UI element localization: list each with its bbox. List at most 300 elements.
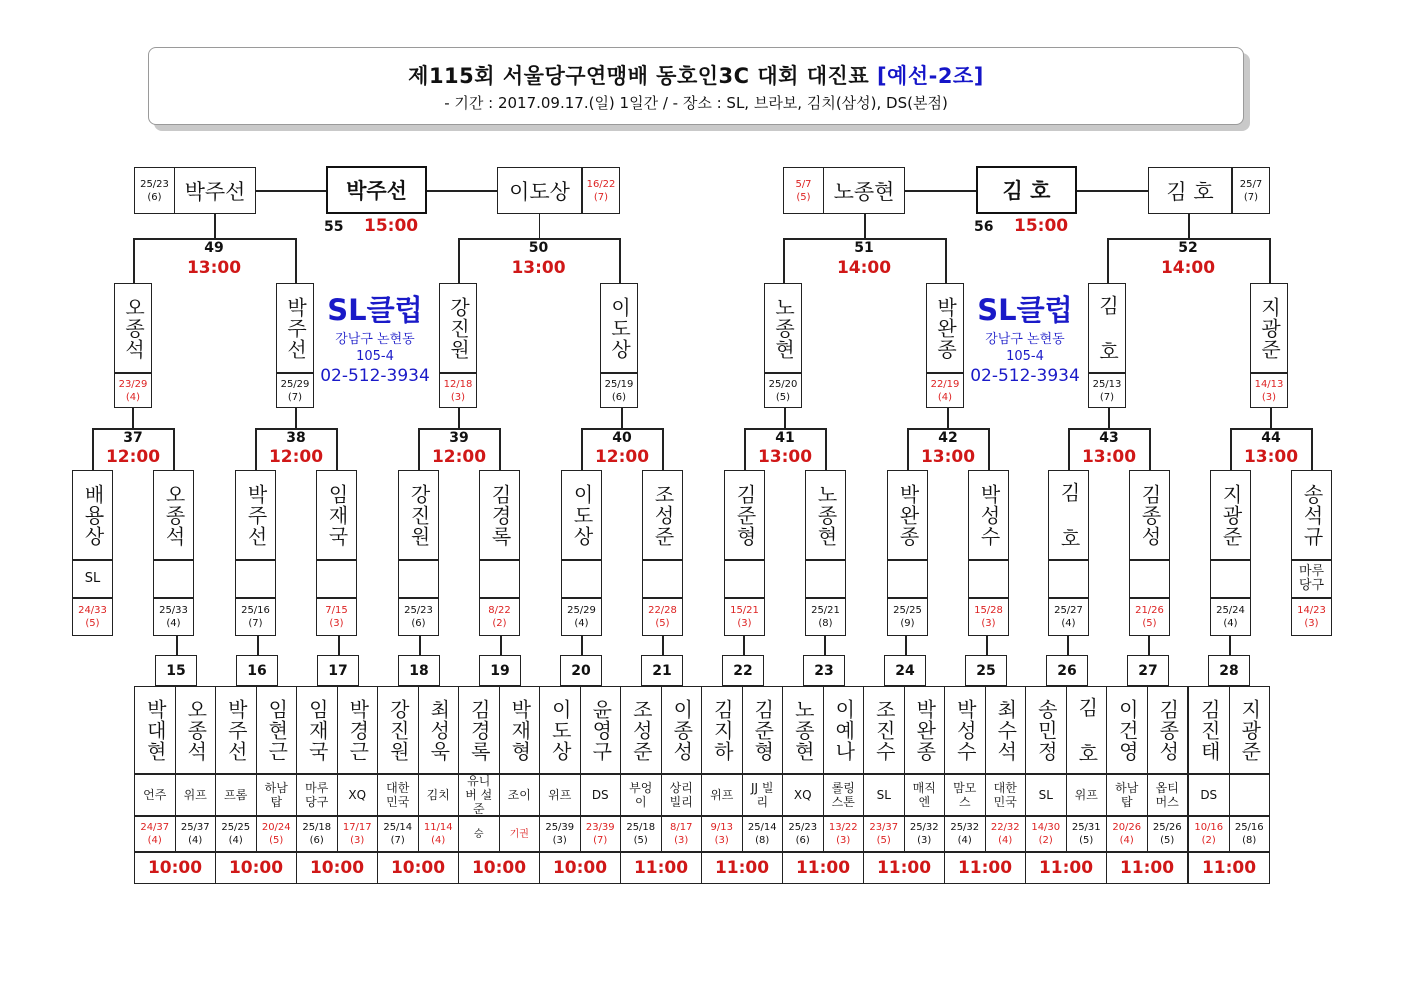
bracket-line (133, 238, 135, 283)
match-number: 38 (286, 430, 306, 446)
club-cell (701, 774, 743, 816)
club-cell (1291, 560, 1332, 598)
player-name: 김 호 (1057, 481, 1081, 549)
player-name: 조성준 (629, 698, 654, 762)
player-name-cell (1048, 470, 1089, 560)
player-name-cell (235, 470, 276, 560)
player-name-cell (1147, 686, 1189, 774)
innings-value: (3) (350, 835, 365, 846)
player-name-cell (724, 470, 765, 560)
player-name-cell (256, 686, 298, 774)
club-cell (968, 560, 1009, 598)
club-cell (944, 774, 986, 816)
score-value: 12/18 (443, 378, 473, 390)
score-cell (316, 598, 357, 636)
player-name: 김경록 (467, 698, 492, 762)
match-number-cell: 20 (560, 655, 602, 686)
player-name: 지광준 (1257, 296, 1282, 360)
match-time-cell: 10:00 (215, 852, 297, 884)
club-name: 매직 엔 (912, 781, 936, 809)
innings-value: (5) (1160, 835, 1175, 846)
player-name-cell (580, 686, 622, 774)
club-cell (1066, 774, 1108, 816)
score-cell (114, 373, 152, 408)
score-value: 25/23 (788, 822, 818, 833)
bracket-line (1188, 214, 1190, 238)
innings-value: (7) (593, 191, 609, 203)
player-name-cell (337, 686, 379, 774)
club-info (964, 293, 1086, 387)
club-name: 하남 탑 (1115, 781, 1139, 809)
club-name: SL클럽 (977, 293, 1073, 327)
bracket-line (1067, 636, 1069, 655)
club-cell (985, 774, 1027, 816)
player-name-cell (823, 686, 865, 774)
score-cell (661, 816, 703, 852)
innings-value: (6) (611, 391, 627, 403)
player-name: 김경록 (488, 483, 512, 547)
club-name: 하남 탑 (264, 781, 288, 809)
bracket-line (1269, 238, 1271, 283)
player-name-cell (1066, 686, 1108, 774)
match-number-cell: 19 (479, 655, 521, 686)
score-value: 15/28 (974, 605, 1003, 616)
player-name: 송민정 (1034, 698, 1059, 762)
score-cell (620, 816, 662, 852)
score-value: 24/37 (140, 822, 170, 833)
player-name: 김진태 (1197, 698, 1222, 762)
match-time-cell: 11:00 (701, 852, 783, 884)
score-value: 25/14 (383, 822, 413, 833)
score-value: 25/23 (140, 178, 169, 190)
club-cell (1188, 774, 1230, 816)
score-cell (863, 816, 905, 852)
score-value: 25/21 (811, 605, 840, 616)
club-cell (904, 774, 946, 816)
score-value: 25/37 (180, 822, 210, 833)
innings-value: (4) (998, 835, 1013, 846)
score-cell (926, 373, 964, 408)
player-name: 조진수 (872, 698, 897, 762)
club-cell (580, 774, 622, 816)
innings-value: (3) (552, 835, 567, 846)
club-name: 마루 당구 (305, 781, 329, 809)
player-name: 배용상 (81, 483, 105, 547)
club-name: 김치 (426, 788, 450, 802)
score-value: 14/30 (1031, 822, 1061, 833)
score-cell (377, 816, 419, 852)
score-cell (296, 816, 338, 852)
player-name-cell (968, 470, 1009, 560)
bracket-line (743, 636, 745, 655)
match-number: 50 (528, 240, 549, 256)
match-number: 37 (123, 430, 143, 446)
club-cell (215, 774, 257, 816)
score-value: 25/29 (280, 378, 310, 390)
player-name-cell (1106, 686, 1148, 774)
player-name-cell (1025, 686, 1067, 774)
match-time: 12:00 (105, 447, 161, 467)
club-cell (175, 774, 217, 816)
club-cell (620, 774, 662, 816)
bracket-line (1107, 238, 1109, 283)
innings-value: (5) (1142, 618, 1157, 629)
bracket-line (864, 214, 866, 238)
player-name: 강진원 (386, 698, 411, 762)
player-name-cell (398, 470, 439, 560)
innings-value: (3) (674, 835, 689, 846)
player-name: 오종석 (162, 483, 186, 547)
title-group: [예선-2조] (876, 64, 984, 88)
page-title (149, 60, 1243, 90)
innings-value: (3) (329, 618, 344, 629)
score-value: 22/28 (648, 605, 677, 616)
match-number-cell: 17 (317, 655, 359, 686)
club-cell (1025, 774, 1067, 816)
player-name: 박성수 (953, 698, 978, 762)
match-number: 41 (775, 430, 795, 446)
bracket-line (619, 238, 621, 283)
club-cell (887, 560, 928, 598)
club-cell (377, 774, 419, 816)
player-name: 박경근 (345, 698, 370, 762)
club-name: 위프 (710, 788, 734, 802)
player-name-cell (479, 470, 520, 560)
club-cell (499, 774, 541, 816)
player-name-cell (72, 470, 113, 560)
score-value: 21/26 (1135, 605, 1164, 616)
player-name-cell (499, 686, 541, 774)
club-cell (724, 560, 765, 598)
club-name: XQ (793, 788, 812, 802)
match-number: 39 (449, 430, 469, 446)
player-name-cell (661, 686, 703, 774)
player-name: 최수석 (993, 698, 1018, 762)
club-cell (479, 560, 520, 598)
club-cell (782, 774, 824, 816)
bracket-line (784, 408, 786, 428)
player-name-cell (296, 686, 338, 774)
player-name-cell (1188, 686, 1230, 774)
bracket-line (419, 636, 421, 655)
title-main: 제115회 서울당구연맹배 동호인3C 대회 대진표 (408, 64, 870, 88)
match-number: 52 (1178, 240, 1198, 256)
innings-value: (4) (1223, 618, 1238, 629)
bracket-line (132, 408, 134, 428)
club-cell (398, 560, 439, 598)
score-cell (1229, 816, 1271, 852)
score-value: 17/17 (342, 822, 372, 833)
score-cell (1291, 598, 1332, 636)
bracket-line (458, 238, 460, 283)
player-name: 박주선 (244, 483, 268, 547)
player-name: 이건영 (1115, 698, 1140, 762)
innings-value: (3) (1261, 391, 1277, 403)
player-name: 김준형 (750, 698, 775, 762)
score-cell (134, 816, 176, 852)
player-name: 박완종 (896, 483, 920, 547)
innings-value: (6) (147, 191, 162, 203)
player-name: 노종현 (791, 698, 816, 762)
bracket-line (824, 636, 826, 655)
innings-value: (2) (1038, 835, 1053, 846)
score-cell (904, 816, 946, 852)
score-cell (337, 816, 379, 852)
club-address-number: 105-4 (356, 349, 394, 364)
score-cell (764, 373, 802, 408)
innings-value: (9) (900, 618, 915, 629)
player-name: 최성욱 (426, 698, 451, 762)
player-name-cell (887, 470, 928, 560)
innings-value: (7) (1099, 391, 1115, 403)
club-cell (1147, 774, 1189, 816)
innings-value: (7) (287, 391, 303, 403)
club-cell (337, 774, 379, 816)
score-cell (1025, 816, 1067, 852)
score-value: 25/25 (221, 822, 251, 833)
club-name: 마루 당구 (1298, 564, 1325, 593)
innings-value: (4) (228, 835, 243, 846)
score-cell (582, 167, 620, 214)
player-name: 강진원 (446, 296, 471, 360)
score-value: 25/16 (241, 605, 270, 616)
innings-value: (7) (593, 835, 608, 846)
innings-value: (5) (633, 835, 648, 846)
match-time: 13:00 (1243, 447, 1299, 467)
player-name-cell (418, 686, 460, 774)
bracket-line (1077, 190, 1148, 192)
bracket-line (783, 238, 785, 283)
match-number-cell: 26 (1046, 655, 1088, 686)
match-time: 12:00 (268, 447, 324, 467)
club-name: 대한 민국 (993, 781, 1017, 809)
bracket-line (500, 636, 502, 655)
club-cell (256, 774, 298, 816)
bracket-line (581, 636, 583, 655)
score-value: 25/16 (1234, 822, 1264, 833)
club-info (314, 293, 436, 387)
player-name: 박완종 (912, 698, 937, 762)
innings-value: (4) (166, 618, 181, 629)
player-name-cell (561, 470, 602, 560)
club-cell (863, 774, 905, 816)
match-time-cell: 10:00 (539, 852, 621, 884)
score-cell (215, 816, 257, 852)
innings-value: (4) (125, 391, 141, 403)
innings-value: (3) (836, 835, 851, 846)
score-cell (1048, 598, 1089, 636)
innings-value: (5) (796, 191, 811, 203)
score-cell (175, 816, 217, 852)
club-cell (642, 560, 683, 598)
club-name: SL클럽 (327, 293, 423, 327)
club-name: 맘모 스 (953, 781, 977, 809)
score-cell (783, 167, 824, 214)
innings-value: (3) (737, 618, 752, 629)
player-name-cell (316, 470, 357, 560)
innings-value: (3) (714, 835, 729, 846)
score-cell (944, 816, 986, 852)
player-name: 강진원 (407, 483, 431, 547)
bracket-line (1108, 408, 1110, 428)
match-time: 12:00 (431, 447, 487, 467)
match-time: 13:00 (186, 258, 242, 278)
innings-value: (3) (450, 391, 466, 403)
bracket-line (214, 214, 216, 238)
score-value: 9/13 (710, 822, 733, 833)
match-number-cell: 15 (155, 655, 197, 686)
match-time: 13:00 (1081, 447, 1137, 467)
player-name: 임재국 (305, 698, 330, 762)
player-name: 오종석 (121, 296, 146, 360)
innings-value: (2) (1201, 835, 1216, 846)
club-cell (153, 560, 194, 598)
score-cell (276, 373, 314, 408)
match-time-cell: 10:00 (296, 852, 378, 884)
club-name: 롤링 스톤 (831, 781, 855, 809)
match-time-cell: 11:00 (1025, 852, 1107, 884)
club-cell (1106, 774, 1148, 816)
score-value: 20/26 (1112, 822, 1142, 833)
match-time-cell: 11:00 (944, 852, 1026, 884)
score-value: 25/29 (567, 605, 596, 616)
score-value: 7/15 (325, 605, 348, 616)
score-cell (642, 598, 683, 636)
page-subtitle: - 기간 : 2017.09.17.(일) 1일간 / - 장소 : SL, 브라보, 김치(삼성), DS(본점) (444, 94, 948, 112)
score-cell (439, 373, 477, 408)
score-value: 25/13 (1092, 378, 1122, 390)
match-number-cell: 28 (1208, 655, 1250, 686)
club-name: XQ (348, 788, 367, 802)
innings-value: (6) (309, 835, 324, 846)
match-number: 51 (854, 240, 874, 256)
player-name: 박주선 (283, 296, 308, 360)
bracket-line (256, 190, 326, 192)
club-name: 옵티 머스 (1155, 781, 1179, 809)
score-value: 승 (473, 828, 484, 840)
score-value: 25/33 (159, 605, 188, 616)
player-name-cell (1250, 283, 1288, 373)
player-name-cell (114, 283, 152, 373)
match-time-cell: 11:00 (620, 852, 702, 884)
match-number-cell: 23 (803, 655, 845, 686)
score-cell (1210, 598, 1251, 636)
player-name: 이종성 (669, 698, 694, 762)
score-cell (235, 598, 276, 636)
score-cell (724, 598, 765, 636)
player-name: 박대현 (143, 698, 168, 762)
match-number-cell: 25 (965, 655, 1007, 686)
match-number-cell: 18 (398, 655, 440, 686)
innings-value: (5) (269, 835, 284, 846)
club-address: 강남구 논현동 (985, 332, 1065, 347)
club-cell (742, 774, 784, 816)
match-time-cell: 11:00 (782, 852, 864, 884)
score-cell (153, 598, 194, 636)
score-value: 23/37 (869, 822, 899, 833)
match-number: 43 (1099, 430, 1119, 446)
bracket-line (947, 408, 949, 428)
match-time: 13:00 (511, 258, 566, 278)
innings-value: (8) (818, 618, 833, 629)
club-name: 위프 (548, 788, 572, 802)
club-cell (235, 560, 276, 598)
final-match-number: 56 (974, 219, 994, 235)
innings-value: (5) (655, 618, 670, 629)
club-cell (134, 774, 176, 816)
innings-value: (4) (188, 835, 203, 846)
innings-value: (7) (390, 835, 405, 846)
final-match-number: 55 (324, 219, 344, 235)
score-cell (823, 816, 865, 852)
bracket-line (458, 408, 460, 428)
score-value: 13/22 (828, 822, 858, 833)
club-cell (823, 774, 865, 816)
player-name-cell (458, 686, 500, 774)
player-name-cell (944, 686, 986, 774)
champion-name-cell: 박주선 (326, 166, 427, 214)
match-time: 14:00 (836, 258, 892, 278)
score-value: 20/24 (261, 822, 291, 833)
club-name: 상리 빌리 (669, 781, 693, 809)
player-name-cell (1088, 283, 1126, 373)
innings-value: (5) (1079, 835, 1094, 846)
match-time: 14:00 (1160, 258, 1216, 278)
club-phone: 02-512-3934 (970, 366, 1080, 386)
innings-value: (8) (755, 835, 770, 846)
player-name-cell (539, 686, 581, 774)
score-value: 25/31 (1071, 822, 1101, 833)
score-cell (600, 373, 638, 408)
score-value: 25/39 (545, 822, 575, 833)
final-match-time: 15:00 (1014, 216, 1069, 236)
score-cell (805, 598, 846, 636)
score-cell (398, 598, 439, 636)
score-value: 24/33 (78, 605, 107, 616)
club-cell (805, 560, 846, 598)
match-number-cell: 27 (1127, 655, 1169, 686)
innings-value: (2) (492, 618, 507, 629)
score-value: 16/22 (586, 178, 616, 190)
player-name-cell (439, 283, 477, 373)
finalist-name-cell: 김 호 (1148, 167, 1232, 214)
club-address: 강남구 논현동 (335, 332, 415, 347)
score-cell (418, 816, 460, 852)
club-name: SL (1038, 788, 1053, 802)
score-value: 25/27 (1054, 605, 1083, 616)
player-name-cell (1291, 470, 1332, 560)
bracket-line (905, 190, 976, 192)
bracket-line (662, 636, 664, 655)
score-value: 25/7 (1239, 178, 1263, 190)
score-value: 11/14 (423, 822, 453, 833)
match-time-cell: 11:00 (1106, 852, 1188, 884)
player-name-cell (215, 686, 257, 774)
score-cell (1066, 816, 1108, 852)
score-value: 25/14 (747, 822, 777, 833)
club-cell (661, 774, 703, 816)
score-value: 25/32 (909, 822, 939, 833)
player-name: 이예나 (831, 698, 856, 762)
club-name: SL (84, 571, 101, 586)
innings-value: (4) (431, 835, 446, 846)
club-address-number: 105-4 (1006, 349, 1044, 364)
club-cell (1048, 560, 1089, 598)
club-name: 유니버 설준 (465, 774, 493, 816)
club-cell (418, 774, 460, 816)
innings-value: (4) (1061, 618, 1076, 629)
score-value: 기권 (509, 828, 529, 840)
